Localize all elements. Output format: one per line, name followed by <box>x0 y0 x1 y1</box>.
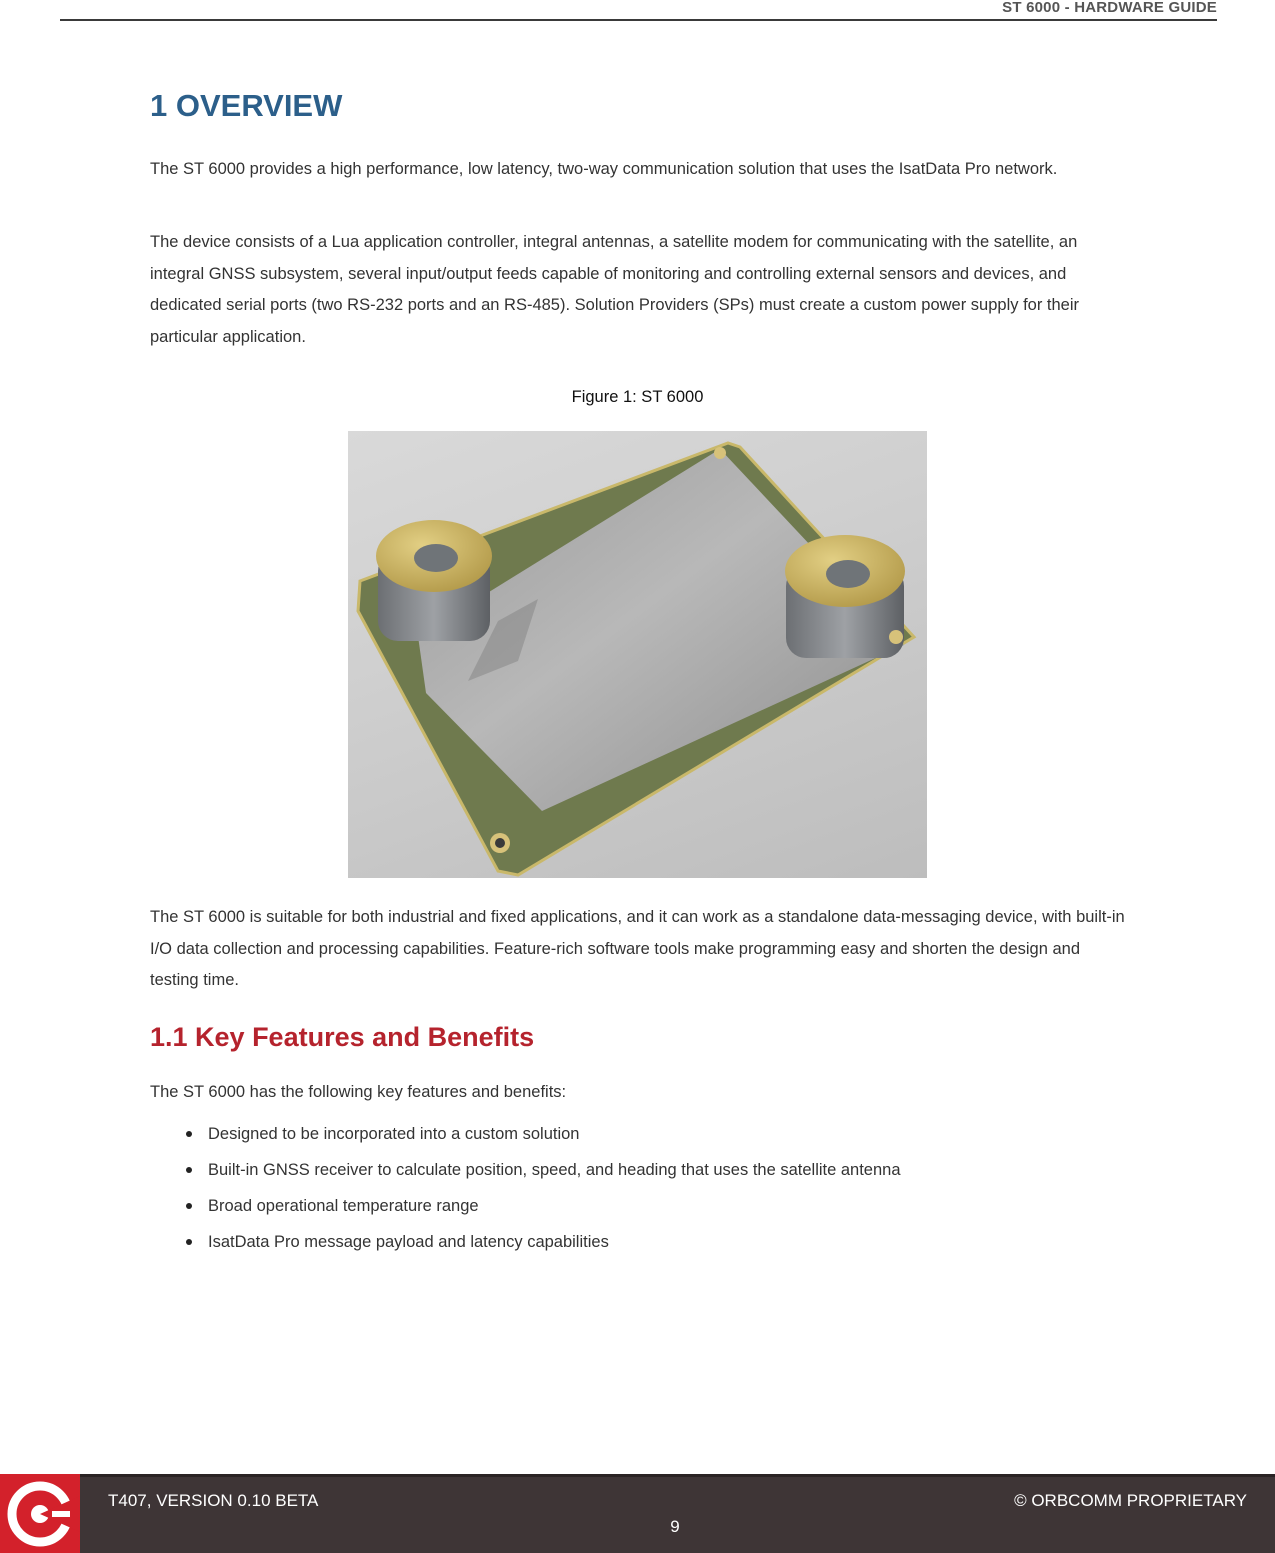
running-header-title: ST 6000 - HARDWARE GUIDE <box>1002 0 1217 16</box>
figure-caption: Figure 1: ST 6000 <box>571 388 704 406</box>
antenna-left-center <box>414 544 458 572</box>
bullet-icon <box>186 1167 192 1173</box>
overview-paragraph-2: The device consists of a Lua application controller, integral antennas, a satellite modem for communicating with the satellite, an integral GNSS subsystem, several input/output feeds capable of monitoring and controlling external sensors and devices, and dedicated serial ports (two RS-232 ports and an RS-485). Solution Providers (SPs) must create a custom power supply for their particular application. <box>150 233 1080 346</box>
footer-doc-id: T407, VERSION 0.10 BETA <box>108 1491 319 1510</box>
overview-paragraph-1: The ST 6000 provides a high performance, low latency, two-way communication solution that uses the IsatData Pro network. <box>150 160 1058 178</box>
bullet-icon <box>186 1203 192 1209</box>
feature-item <box>150 1156 1125 1192</box>
mounting-hole <box>889 630 903 644</box>
feature-item <box>150 1120 1125 1156</box>
mounting-hole <box>714 447 726 459</box>
subsection-title: 1.1 Key Features and Benefits <box>150 1022 535 1052</box>
section-title: 1 OVERVIEW <box>150 88 343 123</box>
feature-text: Designed to be incorporated into a custom solution <box>208 1125 580 1143</box>
features-intro: The ST 6000 has the following key features and benefits: <box>150 1083 567 1101</box>
orbcomm-logo <box>0 1474 80 1553</box>
bullet-icon <box>186 1131 192 1137</box>
footer-copyright: © ORBCOMM PROPRIETARY <box>1014 1491 1247 1510</box>
st6000-device-photo <box>348 431 927 878</box>
feature-list <box>150 1120 1125 1264</box>
feature-text: Broad operational temperature range <box>208 1197 479 1215</box>
st6000-device-illustration <box>348 431 927 878</box>
mounting-hole <box>495 838 505 848</box>
orbcomm-logo-icon <box>0 1474 80 1553</box>
feature-item <box>150 1228 1125 1264</box>
feature-text: IsatData Pro message payload and latency capabilities <box>208 1233 609 1251</box>
feature-item <box>150 1192 1125 1228</box>
running-header <box>60 0 1217 21</box>
page-footer <box>0 1474 1275 1553</box>
page-number: 9 <box>670 1517 680 1536</box>
feature-text: Built-in GNSS receiver to calculate position, speed, and heading that uses the satellite antenna <box>208 1161 901 1179</box>
after-figure-paragraph: The ST 6000 is suitable for both industrial and fixed applications, and it can work as a standalone data-messaging device, with built-in I/O data collection and processing capabilities. Feature-rich software tools make programming easy and shorten the design and testing time. <box>150 908 1125 989</box>
antenna-right-center <box>826 560 870 588</box>
bullet-icon <box>186 1239 192 1245</box>
